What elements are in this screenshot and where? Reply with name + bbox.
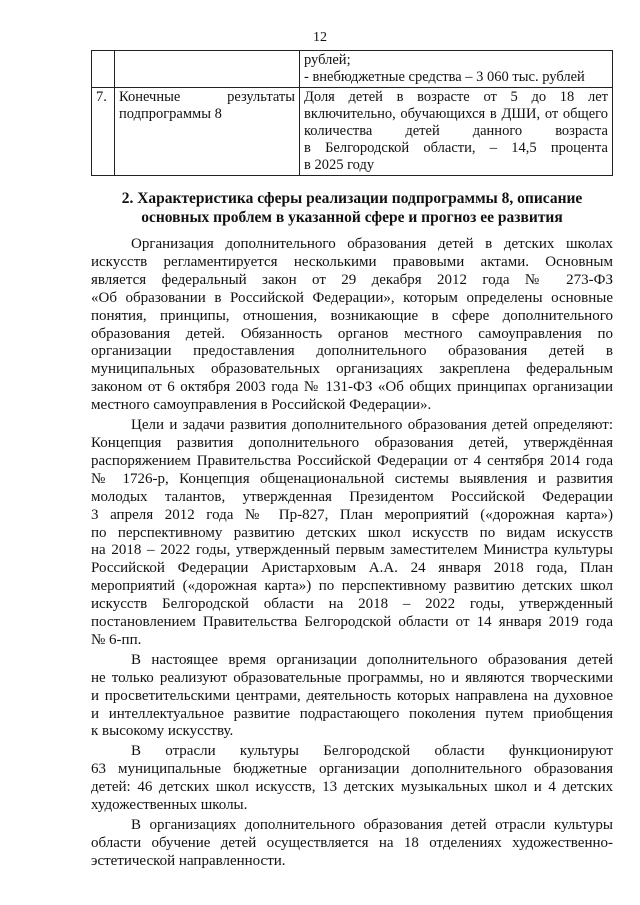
paragraph-line: № 6-пп. bbox=[91, 631, 142, 648]
table-row bbox=[92, 88, 613, 176]
paragraph-line: на 2018 – 2022 годы, утвержденный первым заместителем Министра культуры bbox=[91, 542, 613, 559]
paragraph-line: не только реализуют образовательные программы, но и являются творческими bbox=[91, 669, 613, 686]
paragraph bbox=[91, 652, 613, 742]
paragraph-line: постановлением Правительства Белгородской области от 14 января 2019 года bbox=[91, 614, 613, 631]
paragraph-line: к высокому искусству. bbox=[91, 723, 234, 740]
passport-table bbox=[91, 50, 613, 176]
paragraph-line: организации предоставления дополнительного образования детей в bbox=[91, 343, 613, 360]
paragraph-line: молодых талантов, утвержденная Президентом Российской Федерации bbox=[91, 488, 613, 505]
paragraph-line: эстетической направленности. bbox=[91, 852, 286, 869]
paragraph-line: художественных школы. bbox=[91, 797, 248, 814]
table-cell-line: включительно, обучающихся в ДШИ, от общего bbox=[304, 106, 608, 122]
section-title-line: основных проблем в указанной сфере и прогноз ее развития bbox=[141, 209, 563, 226]
paragraph-line: мероприятий («дорожная карта») по перспективному развитию детских школ bbox=[91, 578, 613, 595]
paragraph-line: распоряжением Правительства Российской Федерации от 4 сентября 2014 года bbox=[91, 452, 613, 469]
paragraph bbox=[91, 236, 613, 415]
paragraph-line: области обучение детей осуществляется на 18 отделениях художественно- bbox=[91, 834, 613, 851]
paragraph bbox=[91, 743, 613, 815]
table-cell-line: Доля детей в возрасте от 5 до 18 лет bbox=[304, 89, 608, 105]
paragraph-line: образования детей. Обязанность органов местного самоуправления по bbox=[91, 325, 613, 342]
table-cell-name bbox=[115, 88, 300, 176]
section-title-line: 2. Характеристика сферы реализации подпрограммы 8, описание bbox=[121, 190, 583, 207]
paragraph-line: искусств регламентируется несколькими правовыми актами. Основным bbox=[91, 253, 613, 270]
table-cell-line: в 2025 году bbox=[304, 157, 375, 173]
table-cell-line: в Белгородской области, – 14,5 процента bbox=[304, 140, 608, 156]
paragraph-line: искусств Белгородской области на 2018 – 2022 годы, утвержденный bbox=[91, 596, 613, 613]
table-cell-line: подпрограммы 8 bbox=[119, 106, 222, 122]
table-cell-value bbox=[300, 51, 613, 88]
paragraph-line: по перспективному развитию детских школ искусств по видам искусств bbox=[91, 524, 613, 541]
paragraph-line: муниципальных образовательных организациях закреплена федеральным bbox=[91, 361, 613, 378]
table-cell-name bbox=[115, 51, 300, 88]
paragraph-line: Концепция развития дополнительного образования детей, утверждённая bbox=[91, 434, 613, 451]
paragraph-line: местного самоуправления в Российской Федерации». bbox=[91, 397, 432, 414]
paragraph-line: законом от 6 октября 2003 года № 131-ФЗ «Об общих принципах организации bbox=[91, 379, 613, 396]
table-row bbox=[92, 51, 613, 88]
paragraph-line: 63 муниципальные бюджетные организации дополнительного образования bbox=[91, 761, 613, 778]
paragraph-line: Цели и задачи развития дополнительного образования детей определяют: bbox=[131, 417, 613, 434]
paragraph-line: В организациях дополнительного образования детей отрасли культуры bbox=[131, 817, 613, 833]
table-cell-value bbox=[300, 88, 613, 176]
paragraph-line: детей: 46 детских школ искусств, 13 детских музыкальных школ и 4 детских bbox=[91, 779, 613, 796]
paragraph-line: № 1726-р, Концепция общенациональной системы выявления и развития bbox=[91, 470, 613, 487]
table-cell-line: количества детей данного возраста bbox=[304, 123, 608, 139]
paragraph-line: Организация дополнительного образования детей в детских школах bbox=[131, 236, 613, 252]
paragraph-line: понятия, принципы, отношения, возникающие в сфере дополнительного bbox=[91, 307, 613, 324]
paragraph-line: Российской Федерации Аристарховым А.А. 24 января 2018 года, План bbox=[91, 560, 613, 577]
paragraph bbox=[91, 417, 613, 650]
table-cell-number: 7. bbox=[92, 88, 115, 176]
paragraph-line: и интеллектуальное развитие подрастающего поколения путем приобщения bbox=[91, 705, 613, 722]
table-cell-line: - внебюджетные средства – 3 060 тыс. рублей bbox=[304, 69, 585, 85]
table-cell-line: Конечные результаты bbox=[119, 89, 295, 105]
paragraph-line: В настоящее время организации дополнительного образования детей bbox=[131, 651, 613, 668]
table-cell-number bbox=[92, 51, 115, 88]
paragraph-line: В отрасли культуры Белгородской области функционируют bbox=[131, 743, 613, 760]
paragraph-line: «Об образовании в Российской Федерации», которым определены основные bbox=[91, 289, 613, 306]
section-title bbox=[91, 189, 613, 227]
paragraph-line: и просветительскими центрами, деятельность которых направлена на духовное bbox=[91, 687, 613, 704]
paragraph-line: 3 апреля 2012 года № Пр-827, План мероприятий («дорожная карта») bbox=[91, 506, 613, 523]
page-number: 12 bbox=[313, 30, 327, 45]
paragraph bbox=[91, 817, 613, 871]
paragraph-line: является федеральный закон от 29 декабря 2012 года № 273-ФЗ bbox=[91, 271, 613, 288]
body-text bbox=[91, 236, 613, 871]
table-cell-line: рублей; bbox=[304, 52, 351, 68]
